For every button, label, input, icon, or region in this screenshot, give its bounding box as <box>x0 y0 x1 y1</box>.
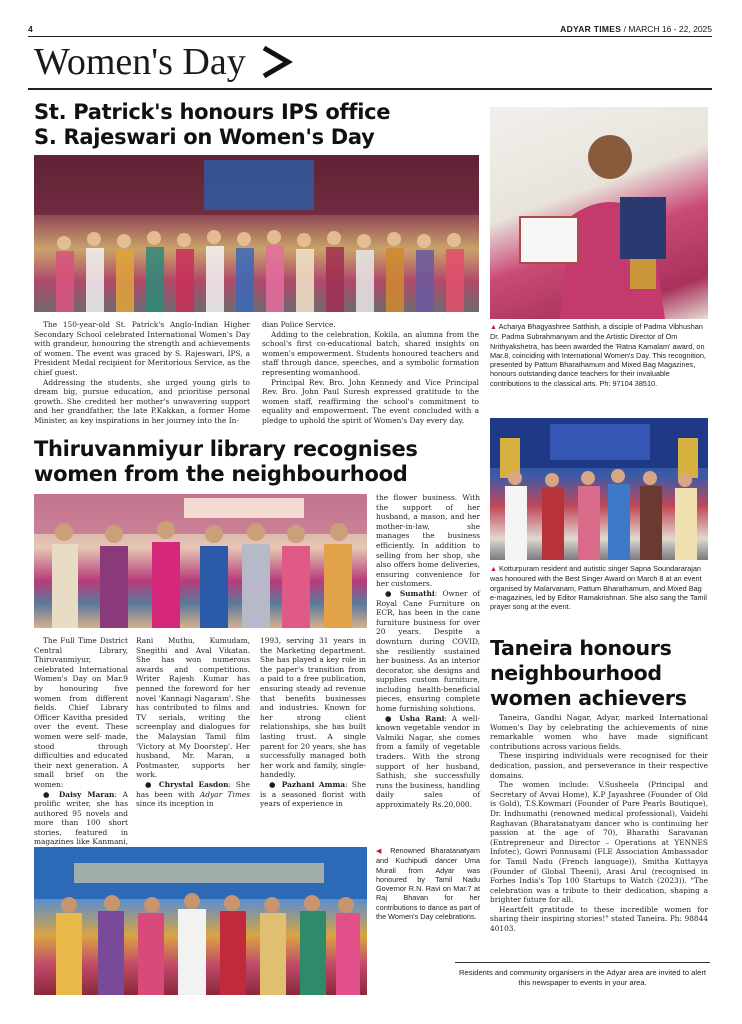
section-rule <box>28 88 712 90</box>
article2-column3: 1993, serving 31 years in the Marketing department. She has played a key role in the paper's transition from a paid to a free publication, ensuring steady ad revenue that benefits businesses and industries. Known for her strong client relationships, she has built lasting trust. A single parent for 20 years, she has successfully managed both her work and family, single-handedly. ● Pazhani Amma: She is a seasoned florist with years of experience in <box>260 636 366 809</box>
article2-headline <box>34 437 474 487</box>
photo-figures <box>490 418 708 560</box>
bhagyashree-award-photo <box>490 107 708 319</box>
article1-column1 <box>34 320 250 426</box>
caption-bhagyashree <box>490 322 708 388</box>
article1-para2-cont: dian Police Service. <box>262 320 336 329</box>
pazhani-cont: the flower business. With the support of her husband, a mason, and her mother-in-law, she manages the business efficiently. In addition to selling from her shop, she also offers home deliveries, ensuring convenience for her customers. <box>376 493 480 589</box>
section-title: Women's Day <box>34 41 246 83</box>
article3-para3: The women include: V.Susheela (Principal and Secretary of Avvai Home), K.P Jayashree (Founder of Old is Gold), T.S.Kowmari (Founder of Pure Pearls Boutique), Dr. Indhumathi (renowned medical professional), Vaidehi Raghavan (Bharatanatyam dancer who is continuing her passion at the age of 70), Bharathi Saravanan (Entrepreneur and Director – Operations at YENNES Infotec), Gowri Ponnusami (FLE Association Ambassador for Tamil Nadu (French language)), Smitha Kuttayya (Founder of Global Theeni), Arasi Arul (recognised in Forbes India's Top 100 Startups to Watch (2023)). "The celebration was a tribute to their dedication, shaping a brighter future for all. <box>490 780 708 905</box>
chevron-right-icon <box>256 40 296 84</box>
article2-column4: the flower business. With the support of her husband, a mason, and her mother-in-law, she manages the business efficiently. In addition to selling from her shop, she also offers home deliveries, ensuring convenience for her customers. ● Sumathi: Owner of Royal Cane Furniture on ECR, has been in the cane furniture business for over 20 years. Despite a downturn during COVID, she resiliently sustained her business. As an interior decorator, she designs and supplies custom furniture, including health-beneficial pieces, ensuring complete home furnishing solutions. ● Usha Rani: A well-known vegetable vendor in Valmiki Nagar, she comes from a family of vegetable traders. With the strong support of her husband, Sathish, she successfully runs the business, handling daily sales of approximately Rs.20,000. <box>376 493 480 809</box>
article1-para3: Adding to the celebration, Kokila, an alumna from the school's first co-educational batch, shared insights on women's empowerment. Students honoured teachers and staff through dance, speeches, and a symbolic formation representing womanhood. <box>262 329 479 377</box>
honouree-desc-daisy: : A prolific writer, she has authored 95 novels and more than 100 short stories, featured in magazines like Kanmani, <box>34 789 128 847</box>
masthead-info <box>560 24 712 34</box>
article3-headline-line3: women achievers <box>490 686 687 710</box>
page-header <box>28 22 712 36</box>
honouree-desc-chrystal-end: since its inception in <box>136 799 214 809</box>
header-rule <box>28 36 712 37</box>
article1-headline-line2: S. Rajeswari on Women's Day <box>34 125 375 149</box>
caption-sapna <box>490 564 708 611</box>
article1-para4: Principal Rev. Bro. John Kennedy and Vice Principal Rev. Bro. John Paul Suresh expressed gratitude to the women staff, reaffirming the school's commitment to equality and empowerment. The event concluded with a pledge to uphold the spirit of Women's Day every day. <box>262 377 479 425</box>
article1-para2: Addressing the students, she urged young girls to dream big, pursue education, and prioritise personal growth. She credited her mother's unwavering support and her grandfather, the late P.Kakkan, a former Home Minister, as key inspirations in her journey into the In- <box>34 377 250 425</box>
photo-figures <box>490 107 708 319</box>
triangle-up-icon: ▲ <box>490 566 497 573</box>
uma-murali-raj-bhavan-photo <box>34 847 367 995</box>
caption-bhagyashree-text: Acharya Bhagyashree Satthish, a disciple of Padma Vibhushan Dr. Padma Subrahmanyam and the Artistic Director of Om Nrithyakshetra, has been awarded the 'Ratna Kamalam' award, on Mar.8, coinciding with International Women's Day. This recognition, presented by Pattum Bharathamum and Mixed Bag Magazines, honours outstanding dance teachers for their invaluable contributions to the classical arts. Ph: 97104 38510. <box>490 322 706 388</box>
honouree-desc-pazhani: : She is a seasoned florist with years of experience in <box>260 779 366 809</box>
honouree-desc-sumathi: : Owner of Royal Cane Furniture on ECR, has been in the cane furniture business for over 20 years. Despite a downturn during COVID, she resiliently sustained her business. As an interior decorator, she designs and supplies custom furniture, including health-beneficial pieces, ensuring complete home furnishing solutions. <box>376 588 480 714</box>
honouree-name-sumathi: Sumathi <box>399 588 435 598</box>
article3-headline-line2: neighbourhood <box>490 661 662 685</box>
article3-para1: Taneira, Gandhi Nagar, Adyar, marked International Women's Day by celebrating the achievements of nine remarkable women who have made significant contributions across various fields. <box>490 713 708 751</box>
page-number: 4 <box>28 24 33 34</box>
library-honourees-photo <box>34 494 367 628</box>
caption-sapna-text: Kotturpuram resident and autistic singer Sapna Soundararajan was honoured with the Best Singer Award on March 8 at an event organised by Malarvanam, Pattum Bharathamum, and Mixed Bag e-magazines, led by Editor Ramakrishnan. She also sang the Tamil prayer song at the event. <box>490 564 707 612</box>
daisy-cont: Rani Muthu, Kumudam, Snegithi and Aval Vikatan. She has won numerous awards and competitions. Writer Rajesh Kumar has penned the foreword for her novel 'Kannagi Nagaram'. She has contributed to films and TV serials, writing the screenplay and dialogues for the Malaysian Tamil film 'Victory at My Doorstep'. Her husband, Mr. Maran, a Postmaster, supports her work. <box>136 636 250 780</box>
caption-uma-murali <box>376 846 480 921</box>
article3-para2: These inspiring individuals were recognised for their dedication, passion, and perseverance in their respective domains. <box>490 751 708 780</box>
honouree-name-daisy: Daisy Maran <box>58 789 115 799</box>
honouree-desc-usha: : A well-known vegetable vendor in Valmiki Nagar, she comes from a family of vegetable traders. With the strong support of her husband, Sathish, she successfully runs the business, handling daily sales of approximately Rs.20,000. <box>376 713 480 809</box>
photo-figures <box>34 847 367 995</box>
article2-headline-line1: Thiruvanmiyur library recognises <box>34 437 418 461</box>
paper-name: ADYAR TIMES <box>560 24 622 34</box>
honouree-name-pazhani: Pazhani Amma <box>281 779 346 789</box>
honouree-name-usha: Usha Rani <box>399 713 445 723</box>
photo-figures <box>34 155 479 312</box>
header-separator: / <box>623 24 626 34</box>
article1-headline <box>34 100 484 150</box>
article3-headline <box>490 636 710 711</box>
issue-date: MARCH 16 - 22, 2025 <box>628 24 712 34</box>
article3-body <box>490 713 708 934</box>
article2-column2: Rani Muthu, Kumudam, Snegithi and Aval Vikatan. She has won numerous awards and competitions. Writer Rajesh Kumar has penned the foreword for her novel 'Kannagi Nagaram'. She has contributed to films and TV serials, writing the screenplay and dialogues for the Malaysian Tamil film 'Victory at My Doorstep'. Her husband, Mr. Maran, a Postmaster, supports her work. ● Chrystal Easdon: She has been with Adyar Times since its inception in <box>136 636 251 809</box>
article2-intro: The Full Time District Central Library, Thiruvanmiyur, celebrated International Women's Day on Mar.9 by honouring five women from different fields. Chief Library Officer Kavitha presided over the event. These women were self- made, stood through difficulties and educated their next generation. A small brief on the women: <box>34 636 128 789</box>
honouree-desc-chrystal: : She has been with <box>136 779 250 799</box>
honouree-name-chrystal: Chrystal Easdon <box>158 779 229 789</box>
article3-para4: Heartfelt gratitude to these incredible women for sharing their inspiring stories!" stated Taneira. Ph: 98844 40103. <box>490 904 708 934</box>
st-patricks-group-photo <box>34 155 479 312</box>
article1-column2 <box>262 320 479 426</box>
article1-para1: The 150-year-old St. Patrick's Anglo-Indian Higher Secondary School celebrated International Women's Day with grandeur, honouring the strength and achievements of women. The event was graced by S. Rajeswari, IPS, a President Medal recipient for Meritorious Service, as the chief guest. <box>34 320 250 377</box>
article2-column1: The Full Time District Central Library, Thiruvanmiyur, celebrated International Women's Day on Mar.9 by honouring five women from different fields. Chief Library Officer Kavitha presided over the event. These women were self- made, stood through difficulties and educated their next generation. A small brief on the women: ● Daisy Maran: A prolific writer, she has authored 95 novels and more than 100 short stories, featured in magazines like Kanmani, <box>34 636 128 857</box>
article3-headline-line1: Taneira honours <box>490 636 672 660</box>
caption-uma-murali-text: Renowned Bharatanatyam and Kuchipudi dancer Uma Murali from Adyar was honoured by Tamil Nadu Governor R.N. Ravi on Mar.7 at Raj Bhavan for her contributions to dance as part of the Women's Day celebrations. <box>376 846 480 922</box>
sapna-award-photo <box>490 418 708 560</box>
triangle-up-icon: ▲ <box>490 324 497 331</box>
community-notice: Residents and community organisers in the Adyar area are invited to alert this newspaper to events in your area. <box>455 962 710 987</box>
article2-headline-line2: women from the neighbourhood <box>34 462 408 486</box>
chrystal-cont: 1993, serving 31 years in the Marketing department. She has played a key role in the paper's transition from a paid to a free publication, ensuring steady ad revenue that benefits businesses and industries. Known for her strong client relationships, she has built lasting trust. A single parent for 20 years, she has successfully managed both her work and family, single-handedly. <box>260 636 366 780</box>
triangle-left-icon: ◀ <box>376 848 385 855</box>
article1-headline-line1: St. Patrick's honours IPS office <box>34 100 391 124</box>
paper-name-italic: Adyar Times <box>199 789 251 799</box>
photo-figures <box>34 494 367 628</box>
